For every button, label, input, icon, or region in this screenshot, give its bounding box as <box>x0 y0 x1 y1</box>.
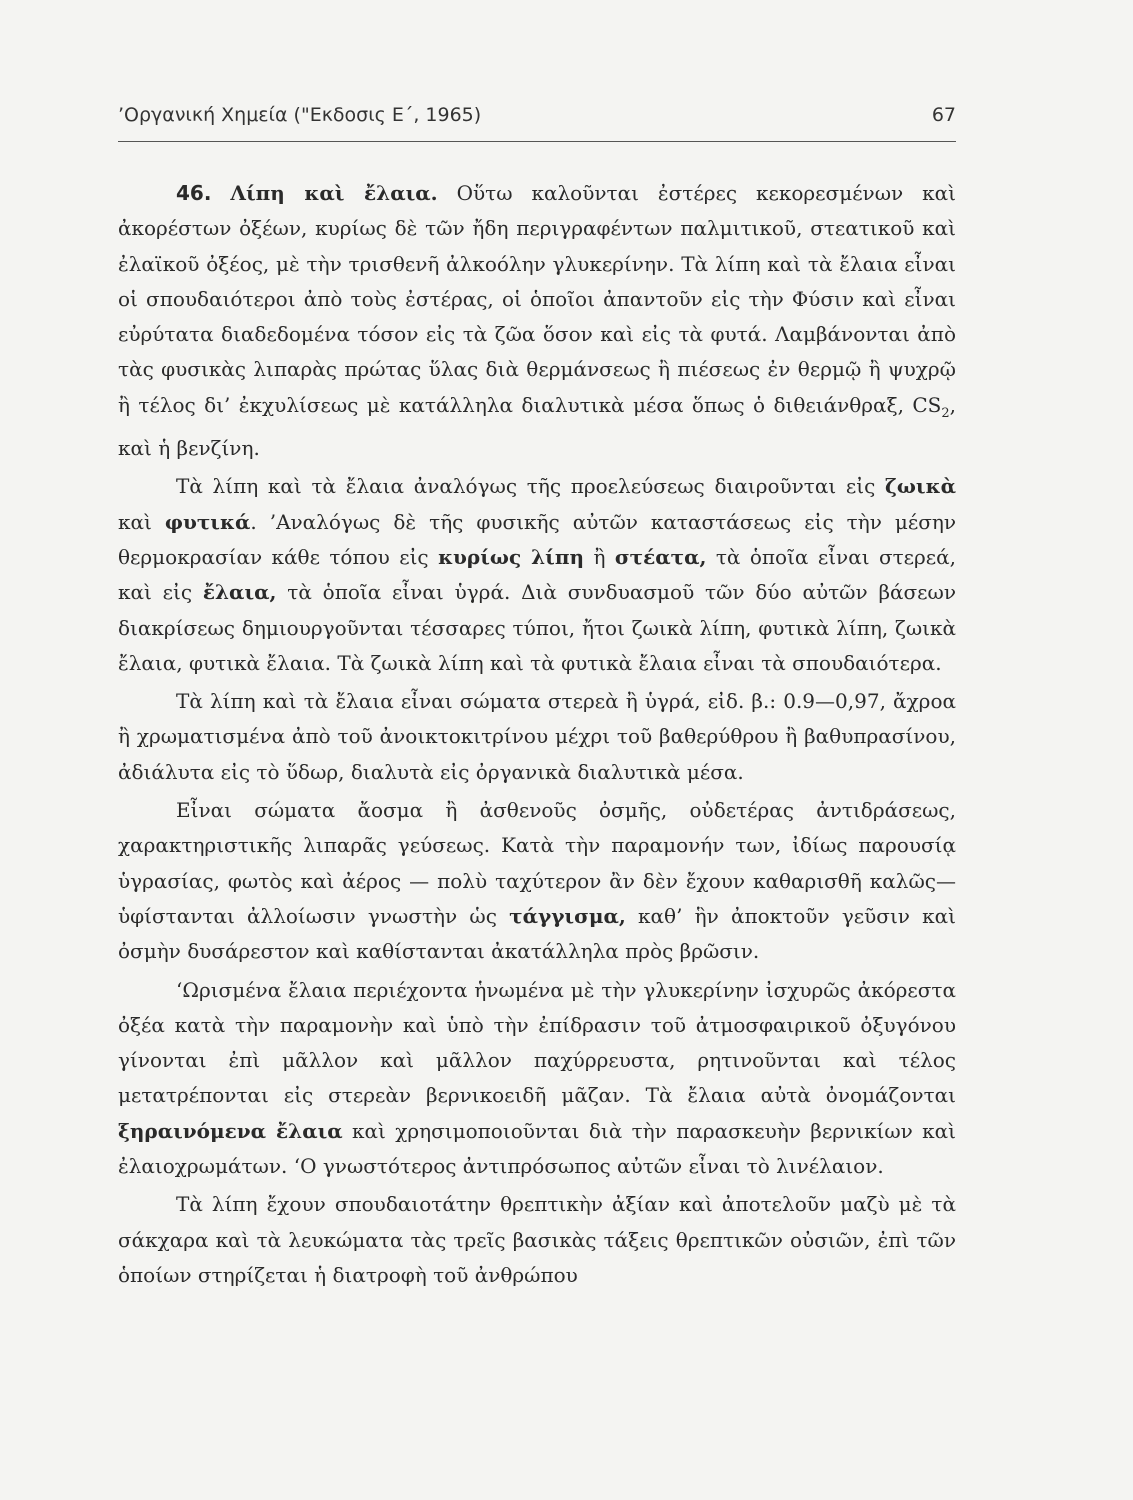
term-fytika: φυτικά <box>164 509 251 534</box>
p2-text-a: Τὰ λίπη καὶ τὰ ἔλαια ἀναλόγως τῆς προελεύσεως διαιροῦνται εἰς <box>176 474 886 499</box>
term-taggisma: τάγγισμα, <box>509 903 626 928</box>
term-elaia: ἔλαια, <box>202 580 277 605</box>
term-steata: στέατα, <box>614 544 707 569</box>
page-number: 67 <box>931 104 956 126</box>
p2-text-e: ἢ <box>584 544 615 569</box>
paragraph-1 <box>118 176 956 466</box>
term-kyrios-lipi: κυρίως λίπη <box>438 544 585 569</box>
header-rule <box>118 141 956 142</box>
running-header <box>118 104 956 126</box>
p5-text-a: ‘Ωρισμένα ἔλαια περιέχοντα ἡνωμένα μὲ τὴν γλυκερίνην ἰσχυρῶς ἀκόρεστα ὀξέα κατὰ τὴν παραμονὴν καὶ ὑπὸ τὴν ἐπίδρασιν τοῦ ἀτμοσφαιρικοῦ ὀξυγόνου γίνονται ἐπὶ μᾶλλον καὶ μᾶλλον παχύρρευστα, ρητινοῦνται καὶ τέλος μετατρέπονται εἰς στερεὰν βερνικοειδῆ μᾶζαν. Τὰ ἔλαια αὐτὰ ὀνομάζονται <box>118 977 956 1108</box>
page-body <box>118 176 956 1293</box>
p1-text-b: , καὶ ἡ βενζίνη. <box>118 392 956 461</box>
p2-text-c: καὶ <box>118 509 165 534</box>
p5-text-c: καὶ χρησιμοποιοῦνται διὰ τὴν παρασκευὴν βερνικίων καὶ ἐλαιοχρωμάτων. ‘Ο γνωστότερος ἀντιπρόσωπος αὐτῶν εἶναι τὸ λινέλαιον. <box>118 1118 957 1179</box>
p1-subscript: 2 <box>941 405 950 421</box>
p2-text-f: τὰ ὁποῖα εἶναι στερεά, καὶ εἰς <box>118 544 957 605</box>
p4-text-a: Εἶναι σώματα ἄοσμα ἢ ἀσθενοῦς ὀσμῆς, οὐδετέρας ἀντιδράσεως, χαρακτηριστικῆς λιπαρᾶς γεύσεως. Κατὰ τὴν παραμονήν των, ἰδίως παρουσίᾳ ὑγρασίας, φωτὸς καὶ ἀέρος — πολὺ ταχύτερον ἂν δὲν ἔχουν καθαρισθῆ καλῶς— ὑφίστανται ἀλλοίωσιν γνωστὴν ὡς <box>118 798 956 928</box>
section-number: 46. <box>176 181 212 205</box>
p2-text-g: τὰ ὁποῖα εἶναι ὑγρά. Διὰ συνδυασμοῦ τῶν δύο αὐτῶν βάσεων διακρίσεως δημιουργοῦνται τέσσαρες τύποι, ἤτοι ζωικὰ λίπη, φυτικὰ λίπη, ζωικὰ ἔλαια, φυτικὰ ἔλαια. Τὰ ζωικὰ λίπη καὶ τὰ φυτικὰ ἔλαια εἶναι τὰ σπουδαιότερα. <box>118 580 956 675</box>
section-title: Λίπη καὶ ἔλαια. <box>230 181 438 205</box>
paragraph-2 <box>118 469 956 681</box>
p2-text-d: . ’Αναλόγως δὲ τῆς φυσικῆς αὐτῶν καταστάσεως εἰς τὴν μέσην θερμοκρασίαν κάθε τόπου εἰς <box>118 509 956 569</box>
paragraph-3: Τὰ λίπη καὶ τὰ ἔλαια εἶναι σώματα στερεὰ ἢ ὑγρά, εἰδ. β.: 0.9—0,97, ἄχροα ἢ χρωματισμένα ἀπὸ τοῦ ἀνοικτοκιτρίνου μέχρι τοῦ βαθερύθρου ἢ βαθυπρασίνου, ἀδιάλυτα εἰς τὸ ὕδωρ, διαλυτὰ εἰς ὀργανικὰ διαλυτικὰ μέσα. <box>118 689 956 784</box>
p4-text-c: καθ’ ἣν ἀποκτοῦν γεῦσιν καὶ ὀσμὴν δυσάρεστον καὶ καθίστανται ἀκατάλληλα πρὸς βρῶσιν. <box>118 903 957 964</box>
term-xirainomena-elaia: ξηραινόμενα ἔλαια <box>118 1118 343 1143</box>
p1-text-a: Οὕτω καλοῦνται ἐστέρες κεκορεσμένων καὶ ἀκορέστων ὀξέων, κυρίως δὲ τῶν ἤδη περιγραφέντων παλμιτικοῦ, στεατικοῦ καὶ ἐλαϊκοῦ ὀξέος, μὲ τὴν τρισθενῆ ἀλκοόλην γλυκερίνην. Τὰ λίπη καὶ τὰ ἔλαια εἶναι οἱ σπουδαιότεροι ἀπὸ τοὺς ἐστέρας, οἱ ὁποῖοι ἀπαντοῦν εἰς τὴν Φύσιν καὶ εἶναι εὐρύτατα διαδεδομένα τόσον εἰς τὰ ζῶα ὅσον καὶ εἰς τὰ φυτά. Λαμβάνονται ἀπὸ τὰς φυσικὰς λιπαρὰς πρώτας ὕλας διὰ θερμάνσεως ἢ πιέσεως ἐν θερμῷ ἢ ψυχρῷ ἢ τέλος δι’ ἐκχυλίσεως μὲ κατάλληλα διαλυτικὰ μέσα ὅπως ὁ διθειάνθραξ, CS <box>118 181 957 417</box>
paragraph-4 <box>118 793 956 969</box>
paragraph-6: Τὰ λίπη ἔχουν σπουδαιοτάτην θρεπτικὴν ἀξίαν καὶ ἀποτελοῦν μαζὺ μὲ τὰ σάκχαρα καὶ τὰ λευκώματα τὰς τρεῖς βασικὰς τάξεις θρεπτικῶν οὐσιῶν, ἐπὶ τῶν ὁποίων στηρίζεται ἡ διατροφὴ τοῦ ἀνθρώπου <box>118 1192 956 1287</box>
paragraph-5 <box>118 973 956 1185</box>
running-title: ’Οργανική Χημεία ("Εκδοσις Ε΄, 1965) <box>118 104 482 126</box>
term-zoika: ζωικὰ <box>885 474 956 499</box>
